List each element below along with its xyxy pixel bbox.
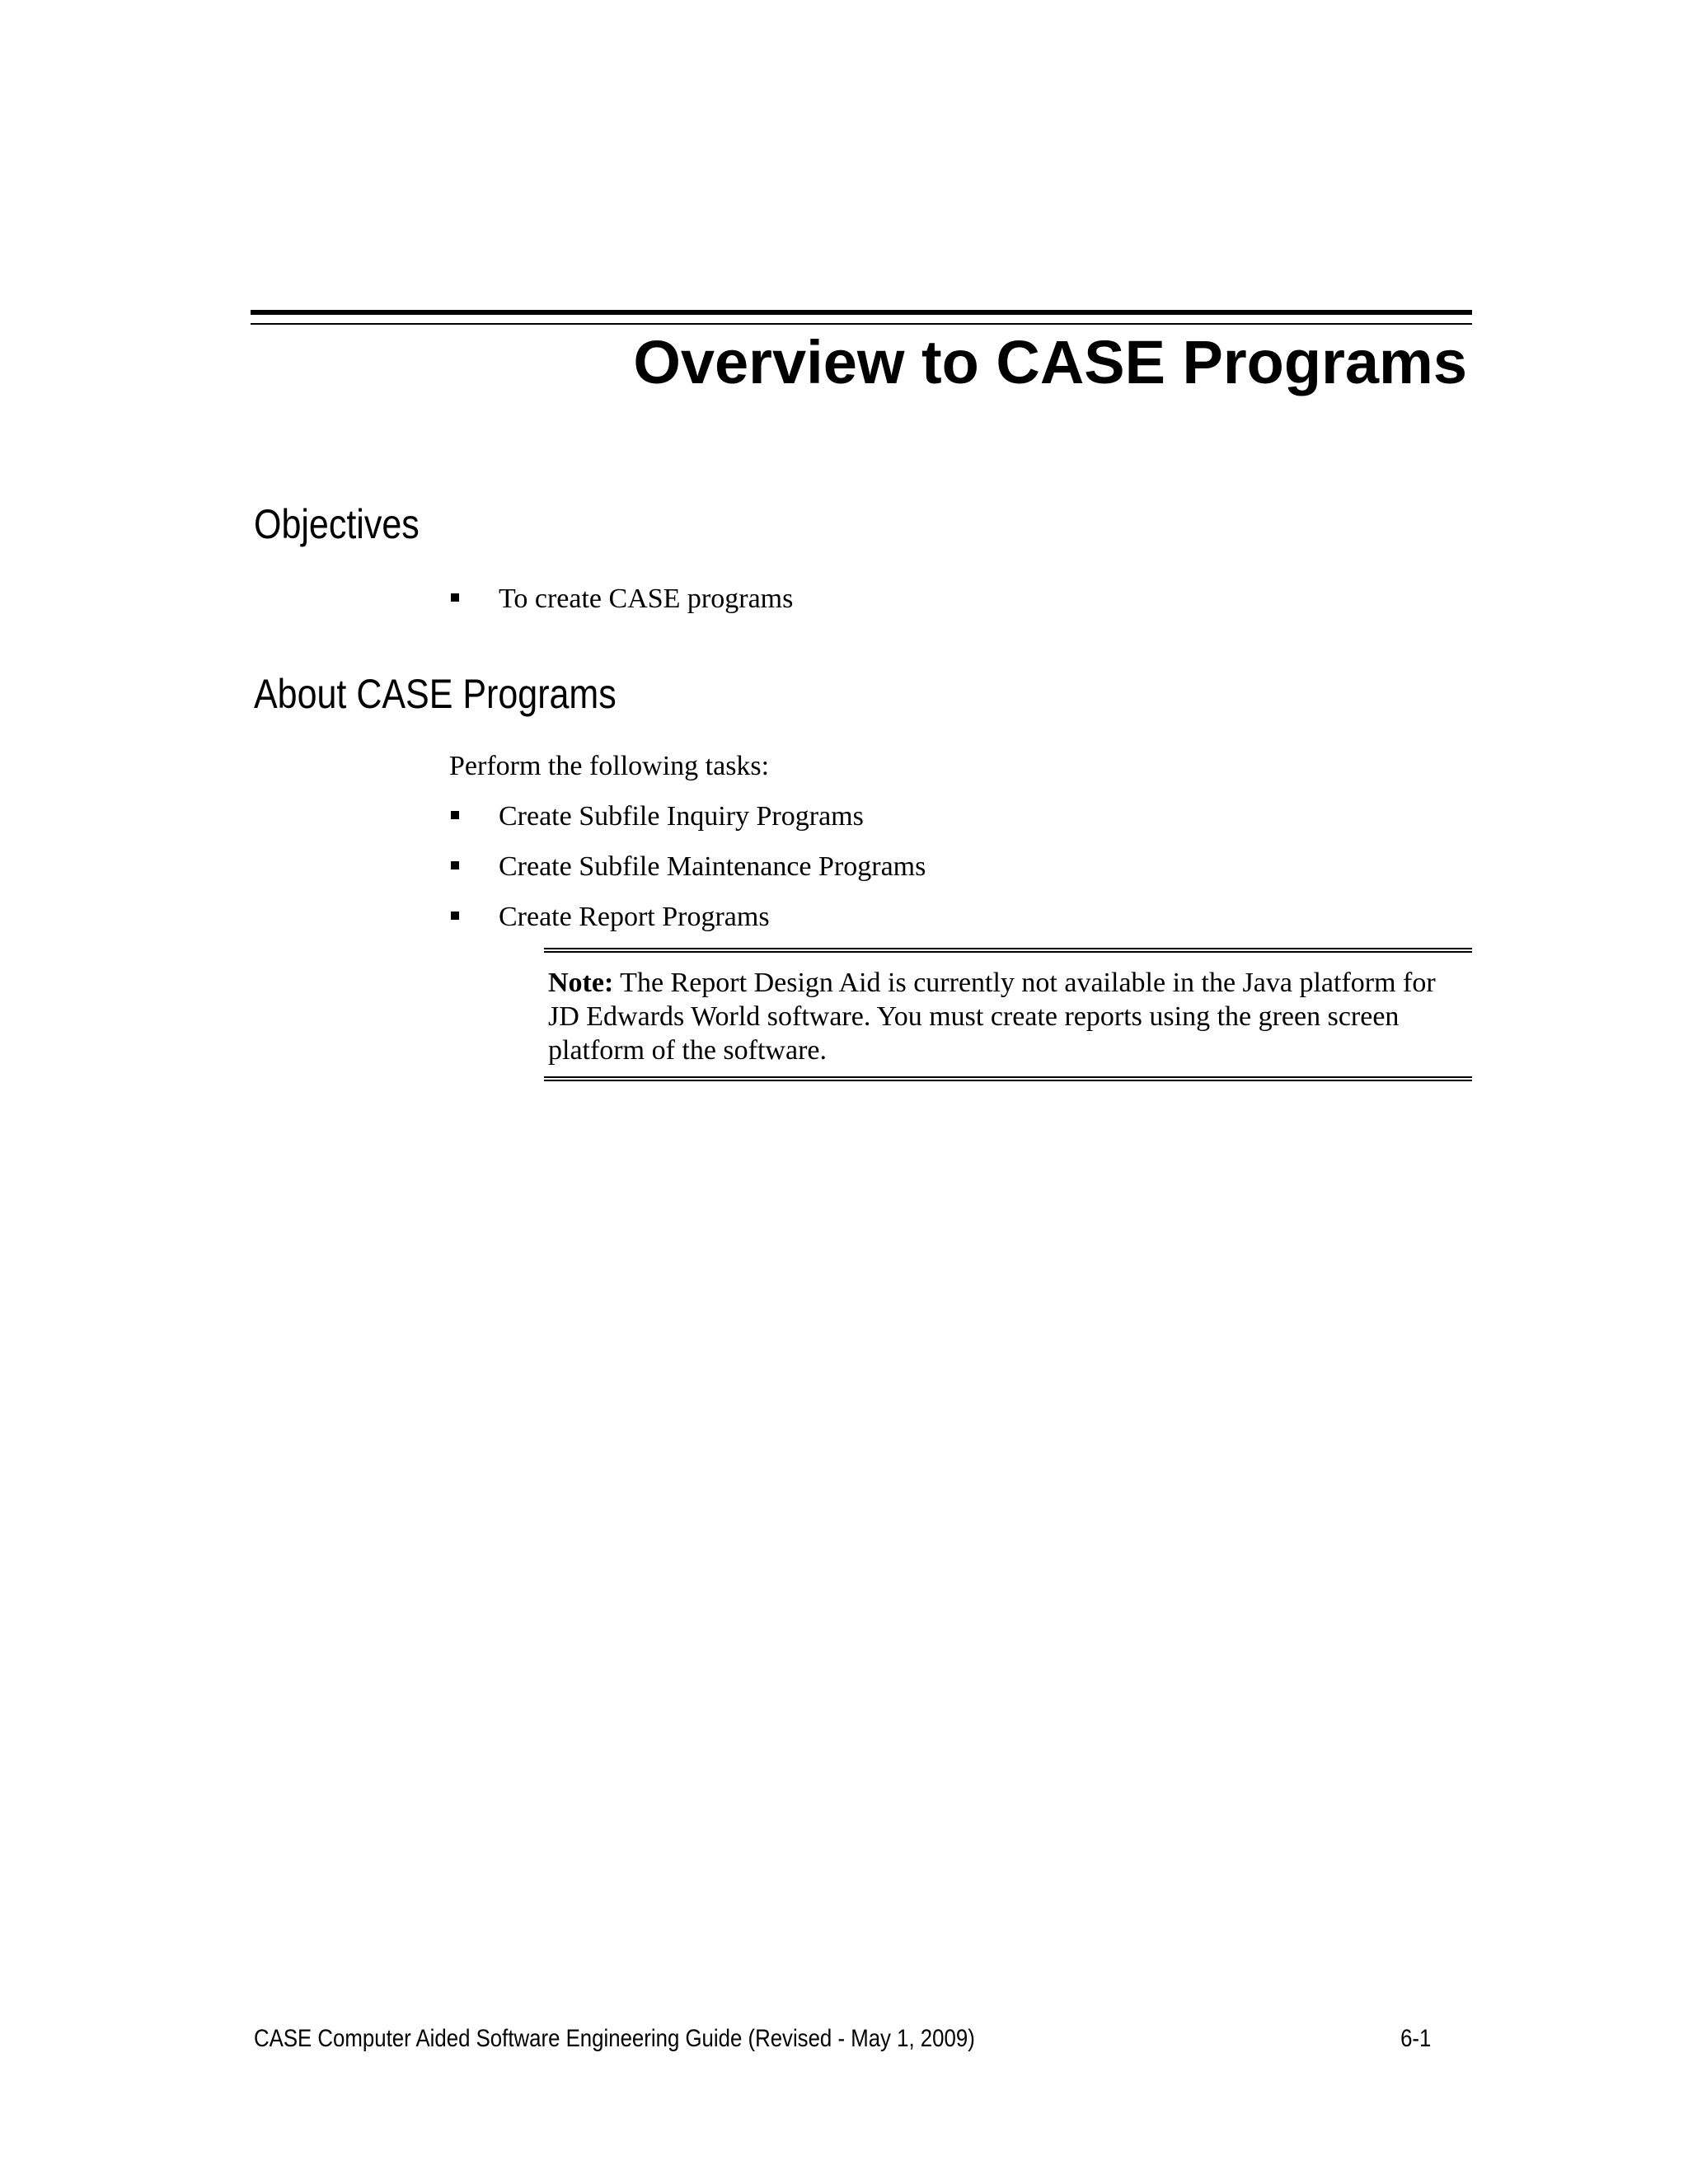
list-item (449, 583, 793, 633)
square-bullet-icon (451, 593, 459, 602)
objectives-heading: Objectives (254, 501, 420, 547)
note-text: The Report Design Aid is currently not available in the Java platform for JD Edwards World software. You must create reports using the green screen platform of the software. (548, 968, 1436, 1066)
about-intro: Perform the following tasks: (449, 751, 770, 781)
note-label: Note: (548, 968, 614, 998)
list-item-text: Create Subfile Inquiry Programs (499, 801, 864, 832)
list-item (449, 800, 926, 851)
chapter-rule-thick (251, 310, 1472, 315)
list-item (449, 901, 926, 951)
note-box (548, 966, 1470, 1067)
square-bullet-icon (451, 912, 459, 920)
square-bullet-icon (451, 861, 459, 869)
list-item-text: Create Subfile Maintenance Programs (499, 851, 926, 882)
footer-page-number: 6-1 (1400, 2025, 1431, 2052)
square-bullet-icon (451, 811, 459, 819)
list-item-text: Create Report Programs (499, 902, 770, 932)
list-item (449, 851, 926, 901)
list-item-text: To create CASE programs (499, 583, 794, 614)
objectives-list (449, 583, 793, 633)
note-rule-top (544, 948, 1472, 953)
about-heading: About CASE Programs (254, 671, 617, 717)
footer-guide-title: CASE Computer Aided Software Engineering Guide (Revised - May 1, 2009) (254, 2025, 975, 2052)
tasks-list (449, 800, 926, 951)
chapter-title: Overview to CASE Programs (633, 328, 1467, 396)
note-rule-bottom (544, 1076, 1472, 1081)
